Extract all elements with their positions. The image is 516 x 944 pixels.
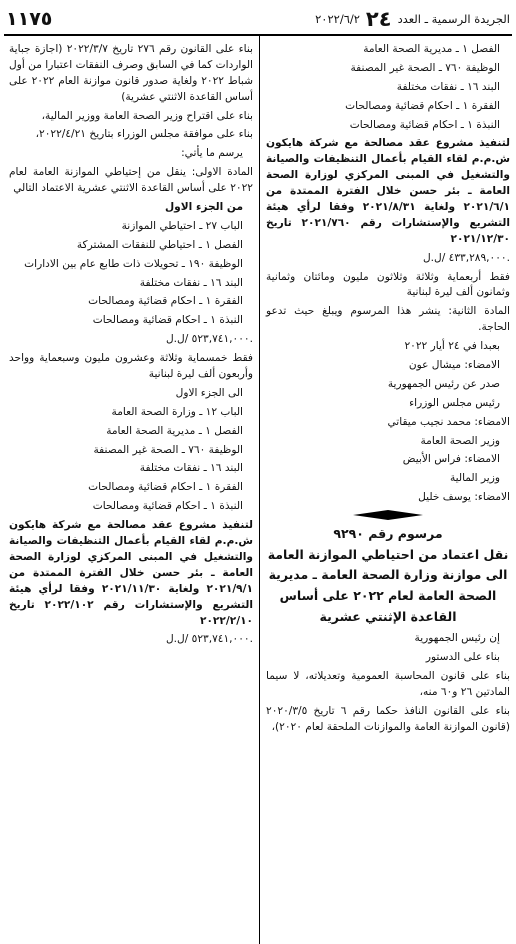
page-header bbox=[4, 6, 512, 32]
page-number: ١١٧٥ bbox=[6, 8, 53, 30]
paragraph: البند ١٦ ـ نفقات مختلفة bbox=[139, 462, 243, 475]
paragraph: الفقرة ١ ـ احكام قضائية ومصالحات bbox=[88, 295, 243, 308]
paragraph: الفقرة ١ ـ احكام قضائية ومصالحات bbox=[345, 99, 500, 112]
paragraph: الفقرة ١ ـ احكام قضائية ومصالحات bbox=[88, 481, 243, 494]
left-column bbox=[7, 36, 259, 944]
issue-date: ٢٠٢٢/٦/٢ bbox=[315, 12, 360, 26]
paragraph: المادة الثانية: ينشر هذا المرسوم ويبلغ حيث تدعو الحاجة. bbox=[266, 305, 510, 334]
right-column-paragraphs bbox=[266, 42, 510, 506]
paragraph: ٤٣٣,٢٨٩,٠٠٠ /ل.ل. bbox=[422, 251, 510, 264]
paragraph: البند ١٦ ـ نفقات مختلفة bbox=[139, 276, 243, 289]
paragraph: الوظيفة ١٩٠ ـ تحويلات ذات طابع عام بين الادارات bbox=[24, 257, 243, 270]
decree-title: نقل اعتماد من احتياطي الموازنة العامة الى موازنة وزارة الصحة العامة ـ مديرية الصحة العامة لعام ٢٠٢٢ على أساس القاعدة الإثنتي عشرية bbox=[267, 546, 509, 624]
issue-number: ٢٤ bbox=[365, 7, 392, 31]
paragraph: وزير الصحة العامة bbox=[420, 434, 500, 447]
paragraph: النبذة ١ ـ احكام قضائية ومصالحات bbox=[92, 500, 243, 513]
paragraph: بناء على القانون النافذ حكما رقم ٦ تاريخ ٢٠٢٠/٣/٥ (قانون الموازنة العامة والموازنات الملحقة لعام ٢٠٢٠)، bbox=[266, 704, 510, 733]
paragraph: البند ١٦ ـ نفقات مختلفة bbox=[396, 80, 500, 93]
paragraph: المادة الاولى: ينقل من إحتياطي الموازنة العامة لعام ٢٠٢٢ على أساس القاعدة الاثنتي عشرية الاعتماد التالي bbox=[9, 166, 253, 195]
paragraph: من الجزء الاول bbox=[164, 201, 243, 214]
paragraph: الوظيفة ٧٦٠ ـ الصحة غير المصنفة bbox=[93, 443, 243, 456]
paragraph: الباب ٢٧ ـ احتياطي الموازنة bbox=[121, 219, 243, 232]
right-column bbox=[260, 36, 512, 944]
left-column-paragraphs bbox=[9, 42, 253, 648]
paragraph: ٥٢٣,٧٤١,٠٠٠ /ل.ل. bbox=[165, 333, 253, 346]
paragraph: بناء على اقتراح وزير الصحة العامة ووزير المالية، bbox=[41, 109, 253, 122]
gazette-title: الجريدة الرسمية ـ العدد bbox=[397, 12, 510, 26]
paragraph: لتنفيذ مشروع عقد مصالحة مع شركة هايكون ش.م.م لقاء القيام بأعمال التنظيفات والصيانة والتشغيل في المبنى المركزي لوزارة الصحة العامة ـ بئر حسن خلال الفترة الممتدة من ٢٠٢١/٩/١ ولغاية ٢٠٢١/١١/٣٠ وفقا لرأي هيئة التشريع والإستشارات رقم ٢٠٢٢/١٠٢ تاريخ ٢٠٢٢/٢/١٠ bbox=[9, 519, 254, 627]
paragraph: وزير المالية bbox=[449, 472, 500, 485]
paragraph: الباب ١٢ ـ وزارة الصحة العامة bbox=[111, 405, 243, 418]
paragraph: صدر عن رئيس الجمهورية bbox=[387, 377, 500, 390]
paragraph: الامضاء: فراس الأبيض bbox=[402, 453, 500, 466]
paragraph: الفصل ١ ـ احتياطي للنفقات المشتركة bbox=[76, 238, 243, 251]
paragraph: فقط أربعماية وثلاثة وثلاثون مليون ومائتان وثمانية وثمانون ألف ليرة لبنانية bbox=[266, 270, 510, 299]
paragraph: الفصل ١ ـ مديرية الصحة العامة bbox=[106, 424, 243, 437]
paragraph: بناء على الدستور bbox=[425, 651, 500, 664]
paragraph: يرسم ما يأتي: bbox=[181, 147, 243, 160]
paragraph: بناء على القانون رقم ٢٧٦ تاريخ ٢٠٢٢/٣/٧ (اجازة جباية الواردات كما في السابق وصرف النفقات اعتبارا من أول شباط ٢٠٢٢ ولغاية صدور قانون موازنة العام ٢٠٢٢ على أساس القاعدة الاثنتي عشرية) bbox=[9, 43, 253, 103]
paragraph: الفصل ١ ـ مديرية الصحة العامة bbox=[363, 43, 500, 55]
paragraph: الامضاء: ميشال عون bbox=[408, 359, 500, 372]
decree-preamble bbox=[266, 631, 510, 735]
paragraph: الامضاء: يوسف خليل bbox=[418, 491, 510, 504]
paragraph: إن رئيس الجمهورية bbox=[414, 632, 500, 645]
section-ornament bbox=[266, 510, 510, 520]
paragraph: الوظيفة ٧٦٠ ـ الصحة غير المصنفة bbox=[350, 61, 500, 74]
paragraph: فقط خمسماية وثلاثة وعشرون مليون وسبعماية وواحد وأربعون ألف ليرة لبنانية bbox=[9, 352, 253, 381]
paragraph: الامضاء: محمد نجيب ميقاتي bbox=[387, 415, 510, 428]
columns bbox=[4, 36, 512, 944]
column-divider bbox=[259, 36, 260, 944]
paragraph: الى الجزء الاول bbox=[175, 386, 243, 399]
paragraph: رئيس مجلس الوزراء bbox=[409, 396, 500, 409]
paragraph: بناء على قانون المحاسبة العمومية وتعديلاته، لا سيما المادتين ٢٦ و٦٠ منه، bbox=[266, 670, 510, 698]
paragraph: بناء على موافقة مجلس الوزراء بتاريخ ٢٠٢٢/٤/٢١، bbox=[35, 128, 253, 141]
paragraph: النبذة ١ ـ احكام قضائية ومصالحات bbox=[92, 314, 243, 327]
ornament-divider-icon bbox=[353, 510, 423, 520]
paragraph: لتنفيذ مشروع عقد مصالحة مع شركة هايكون ش.م.م لقاء القيام بأعمال التنظيفات والصيانة والتشغيل في المبنى المركزي لوزارة الصحة العامة ـ بئر حسن خلال الفترة الممتدة من ٢٠٢١/٦/١ ولغاية ٢٠٢١/٨/٣١ وفقا لرأي هيئة التشريع والإستشارات رقم ٢٠٢١/٧٦٠ تاريخ ٢٠٢١/١٢/٣٠ bbox=[266, 137, 511, 245]
paragraph: بعبدا في ٢٤ أيار ٢٠٢٢ bbox=[404, 340, 500, 353]
decree-number: مرسوم رقم ٩٢٩٠ bbox=[333, 526, 443, 542]
header-title-group bbox=[315, 7, 510, 31]
paragraph: ٥٢٣,٧٤١,٠٠٠ /ل.ل. bbox=[165, 633, 253, 646]
paragraph: النبذة ١ ـ احكام قضائية ومصالحات bbox=[349, 118, 500, 131]
